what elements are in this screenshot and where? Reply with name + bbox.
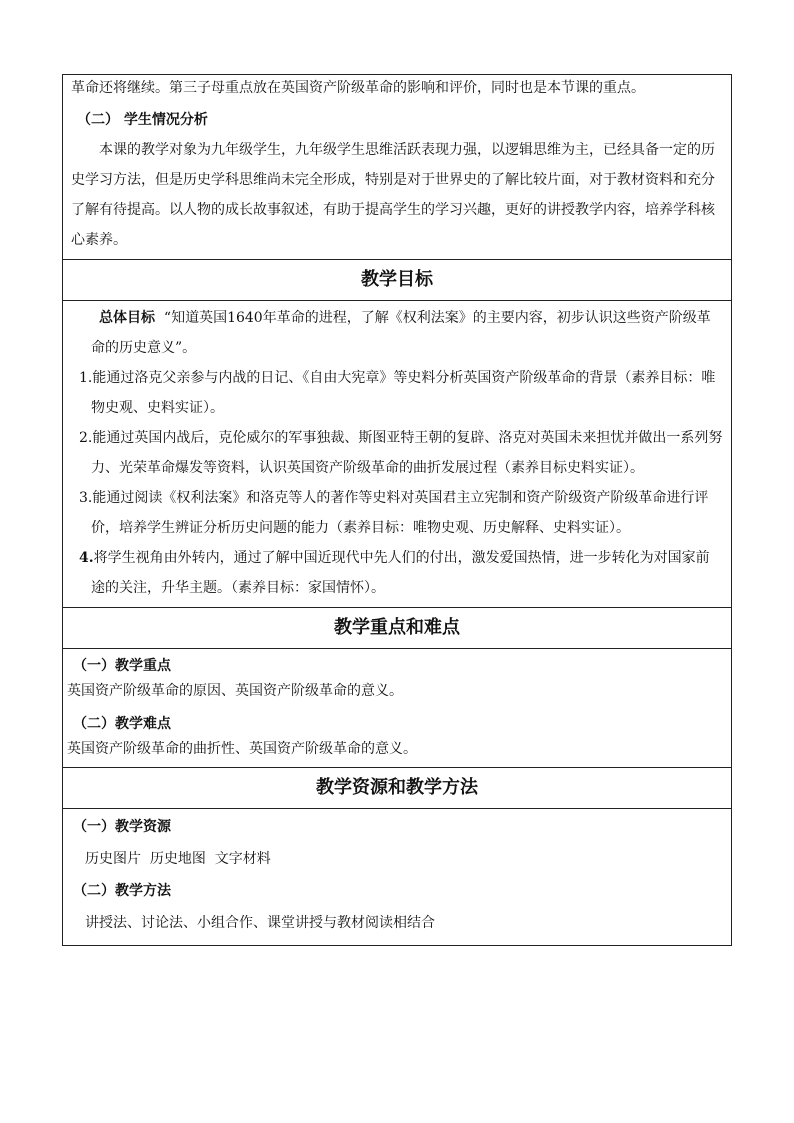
objectives-title-row bbox=[63, 260, 732, 301]
methods-heading: （二）教学方法 bbox=[73, 883, 171, 899]
key-points-title-row bbox=[63, 608, 732, 649]
resources-title-row bbox=[63, 768, 732, 809]
objective-item-4-number: 4. bbox=[79, 550, 94, 566]
continuation-text: 革命还将继续。第三子母重点放在英国资产阶级革命的影响和评价，同时也是本节课的重点。 bbox=[71, 80, 645, 96]
objective-item-4-text: 将学生视角由外转内，通过了解中国近现代中先人们的付出，激发爱国热情，进一步转化为对国家前途的关注，升华主题。（素养目标：家国情怀）。 bbox=[91, 550, 710, 596]
methods-text: 讲授法、讨论法、小组合作、课堂讲授与教材阅读相结合 bbox=[85, 915, 435, 931]
lesson-plan-table bbox=[62, 74, 732, 946]
overall-objective bbox=[71, 303, 723, 363]
objectives-content-row bbox=[63, 301, 732, 608]
resources-heading: （一）教学资源 bbox=[73, 819, 171, 835]
difficulty-heading: （二）教学难点 bbox=[73, 716, 171, 732]
overall-objective-text: “知道英国1640年革命的进程，了解《权利法案》的主要内容，初步认识这些资产阶级革命的历史意义”。 bbox=[91, 310, 711, 356]
objective-item-1: 1.能通过洛克父亲参与内战的日记、《自由大宪章》等史料分析英国资产阶级革命的背景（素养目标：唯物史观、史料实证）。 bbox=[79, 370, 716, 416]
objective-item-3: 3.能通过阅读《权利法案》和洛克等人的著作等史料对英国君主立宪制和资产阶级资产阶级革命进行评价，培养学生辨证分析历史问题的能力（素养目标：唯物史观、历史解释、史料实证）。 bbox=[79, 490, 709, 536]
document-page bbox=[62, 74, 732, 946]
key-points-content-row bbox=[63, 649, 732, 768]
focus-heading: （一）教学重点 bbox=[73, 658, 171, 674]
analysis-row bbox=[63, 75, 732, 260]
overall-objective-label: 总体目标 bbox=[99, 310, 155, 326]
difficulty-text: 英国资产阶级革命的曲折性、英国资产阶级革命的意义。 bbox=[67, 741, 417, 757]
resources-text: 历史图片 历史地图 文字材料 bbox=[85, 851, 271, 867]
objectives-title: 教学目标 bbox=[63, 260, 732, 301]
resources-content-row bbox=[63, 809, 732, 946]
key-points-title: 教学重点和难点 bbox=[63, 608, 732, 649]
resources-title: 教学资源和教学方法 bbox=[63, 768, 732, 809]
focus-text: 英国资产阶级革命的原因、英国资产阶级革命的意义。 bbox=[67, 683, 403, 699]
objective-item-2: 2.能通过英国内战后，克伦威尔的军事独裁、斯图亚特王朝的复辟、洛克对英国未来担忧并做出一系列努力、光荣革命爆发等资料，认识英国资产阶级革命的曲折发展过程（素养目标史料实证）。 bbox=[79, 430, 723, 476]
student-analysis-paragraph: 本课的教学对象为九年级学生，九年级学生思维活跃表现力强，以逻辑思维为主，已经具备一定的历史学习方法，但是历史学科思维尚未完全形成，特别是对于世界史的了解比较片面，对于教材资料和充分了解有待提高。以人物的成长故事叙述，有助于提高学生的学习兴趣，更好的讲授教学内容，培养学科核心素养。 bbox=[71, 142, 715, 248]
objective-item-4 bbox=[71, 543, 723, 603]
student-analysis-heading: （二） 学生情况分析 bbox=[77, 112, 208, 128]
